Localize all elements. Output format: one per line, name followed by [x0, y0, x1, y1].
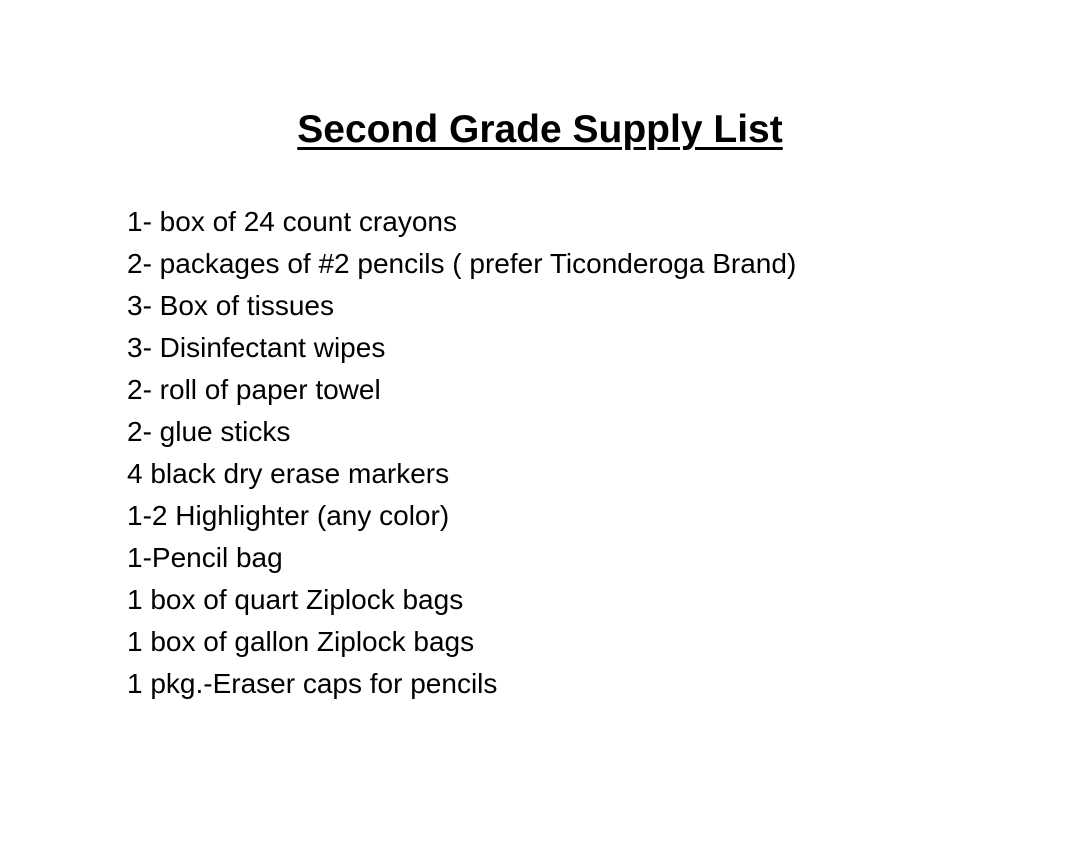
supply-list-item: 2- packages of #2 pencils ( prefer Ticonderoga Brand) [127, 248, 797, 279]
supply-list-item: 1-2 Highlighter (any color) [127, 500, 450, 531]
supply-list-item: 2- glue sticks [127, 416, 291, 447]
supply-list-item: 1- box of 24 count crayons [127, 206, 457, 237]
supply-list-item: 1-Pencil bag [127, 542, 283, 573]
supply-list-item: 4 black dry erase markers [127, 458, 450, 489]
supply-list-item: 1 pkg.-Eraser caps for pencils [127, 668, 498, 699]
supply-list-item: 2- roll of paper towel [127, 374, 381, 405]
supply-list [127, 201, 796, 705]
supply-list-item: 1 box of quart Ziplock bags [127, 584, 464, 615]
supply-list-item: 3- Box of tissues [127, 290, 334, 321]
supply-list-item: 3- Disinfectant wipes [127, 332, 386, 363]
page-title: Second Grade Supply List [297, 108, 783, 151]
supply-list-item: 1 box of gallon Ziplock bags [127, 626, 475, 657]
